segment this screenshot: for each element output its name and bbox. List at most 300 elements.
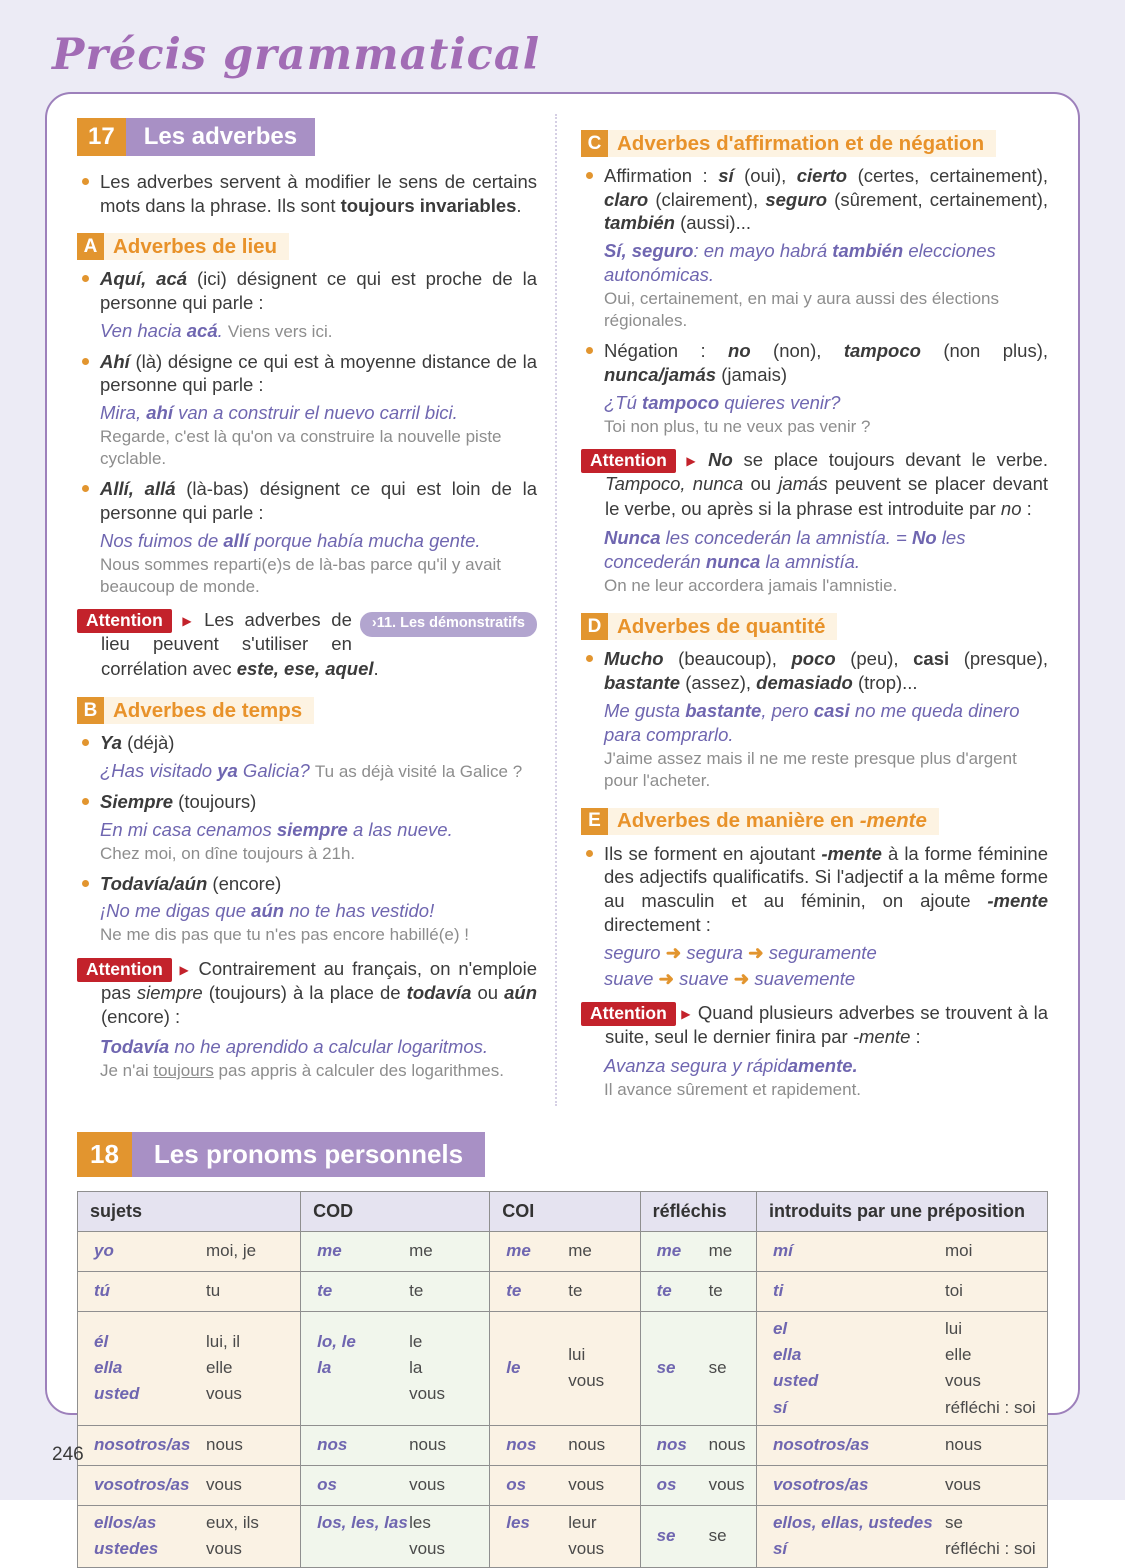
spanish-pronouns [317, 1238, 409, 1264]
table-body [78, 1231, 1048, 1567]
example-line [604, 391, 1048, 415]
text-segment: Les adverbes servent à modifier le sens de certains mots dans la phrase. Ils sont [100, 171, 537, 216]
text-segment: Sí, seguro [604, 240, 694, 262]
text-segment: ou [743, 473, 779, 495]
text-segment: tampoco [642, 391, 720, 413]
pronoun-table [77, 1191, 1048, 1568]
french-pronouns [206, 1510, 259, 1563]
french-pronoun-line: lui [944, 1318, 962, 1338]
pronoun-cell-content [506, 1510, 629, 1563]
french-pronouns [409, 1329, 445, 1408]
french-pronoun-line: nous [708, 1435, 746, 1455]
spanish-pronouns [657, 1238, 709, 1264]
spanish-pronouns [657, 1432, 709, 1458]
text-segment: J'aime assez mais il ne me reste presque plus d'argent pour l'acheter. [604, 748, 1017, 790]
spanish-pronouns [773, 1510, 945, 1563]
spanish-pronoun-line [317, 1536, 409, 1562]
pronoun-cell-content [506, 1342, 629, 1395]
bullet-item [77, 170, 537, 217]
bullet-icon [82, 358, 89, 365]
attention-note [581, 448, 1048, 521]
bullet-item [581, 164, 1048, 235]
french-pronoun-line: moi, je [206, 1240, 257, 1260]
subsection-letter-badge: C [581, 130, 608, 157]
text-segment: ➜ [748, 941, 764, 963]
spanish-pronouns [773, 1432, 945, 1458]
bullet-icon [82, 880, 89, 887]
spanish-pronoun-line: sí [772, 1539, 788, 1559]
bullet-item [581, 842, 1048, 937]
spanish-pronouns [94, 1432, 206, 1458]
text-segment: Il avance sûrement et rapidement. [604, 1080, 862, 1100]
text-segment: Toi non plus, tu ne veux pas venir ? [604, 416, 871, 436]
spanish-pronoun-line: te [656, 1280, 672, 1300]
spanish-pronouns [317, 1329, 409, 1408]
text-segment: amente. [787, 1055, 858, 1077]
spanish-pronouns [317, 1510, 409, 1563]
french-pronoun-line: le [409, 1331, 423, 1351]
text-segment: la amnistía. [760, 551, 861, 573]
example-line [604, 967, 1048, 991]
pronoun-cell-content [317, 1238, 479, 1264]
spanish-pronoun-line: el [772, 1318, 788, 1338]
bullet-item [77, 477, 537, 524]
text-segment: no te has vestido! [284, 900, 435, 922]
text-segment: directement : [604, 913, 711, 935]
subsection-header-strip [581, 613, 837, 640]
spanish-pronoun-line [506, 1536, 568, 1562]
text-segment: . [516, 194, 522, 216]
subsection-header [77, 697, 537, 724]
subsection-header [581, 130, 1048, 157]
text-segment: Chez moi, on dîne toujours à 21h. [100, 843, 356, 863]
text-segment: siempre [136, 981, 203, 1003]
text-segment: este, ese, aquel [236, 657, 374, 679]
text-segment: no me queda dinero para comprarlo. [604, 699, 1020, 745]
spanish-pronoun-line: vosotros/as [772, 1475, 869, 1495]
text-segment: sí [718, 165, 734, 186]
table-row [78, 1505, 1048, 1567]
text-segment: ➜ [665, 941, 682, 963]
text-segment: Me gusta [604, 699, 686, 721]
text-segment: , pero [761, 699, 814, 721]
subsection-letter-badge: A [77, 233, 104, 260]
text-segment: les concederán la amnistía. = [660, 527, 912, 548]
text-segment: (encore) [207, 872, 282, 894]
french-pronouns [409, 1238, 433, 1264]
attention-arrow-icon: ▶ [176, 962, 192, 977]
section-number-badge: 18 [77, 1132, 132, 1177]
pronoun-cell [301, 1271, 490, 1311]
table-row [78, 1311, 1048, 1425]
bullet-item [77, 267, 537, 314]
attention-arrow-icon: ▶ [680, 453, 702, 468]
pronoun-cell-content [773, 1472, 1037, 1498]
spanish-pronoun-line: ella [94, 1358, 123, 1378]
text-segment: (aussi)... [674, 212, 752, 234]
pronoun-cell-content [317, 1278, 479, 1304]
text-segment: Ahí [100, 350, 130, 372]
pronoun-cell-content [94, 1510, 290, 1563]
spanish-pronouns [317, 1432, 409, 1458]
french-pronouns [709, 1523, 727, 1549]
text-segment: aún [504, 981, 538, 1003]
pronoun-cell [756, 1505, 1047, 1567]
text-segment: On ne leur accordera jamais l'amnistie. [604, 576, 898, 596]
text-segment: ou [471, 981, 505, 1003]
text-segment: casi [913, 648, 950, 670]
text-segment: Ils se forment en ajoutant [604, 842, 822, 864]
text-segment: nunca/jamás [604, 363, 717, 385]
attention-label: Attention [581, 449, 676, 473]
pronoun-cell-content [94, 1329, 290, 1408]
pronoun-cell-content [773, 1432, 1037, 1458]
french-pronoun-line: vous [568, 1371, 605, 1391]
spanish-pronoun-line [317, 1381, 409, 1407]
text-segment: aún [251, 900, 285, 922]
text-segment: seguro [604, 941, 666, 963]
pronoun-cell-content [506, 1432, 629, 1458]
spanish-pronoun-line: te [317, 1280, 333, 1300]
text-segment: Nos fuimos de [100, 529, 224, 551]
attention-arrow-icon: ▶ [176, 613, 198, 628]
subsection-title [113, 699, 302, 723]
bullet-icon [82, 178, 89, 185]
text-segment: Nous sommes reparti(e)s de là-bas parce qu'il y avait beaucoup de monde. [100, 554, 502, 596]
pronoun-cell [640, 1505, 756, 1567]
text-segment: (oui), [733, 165, 797, 186]
spanish-pronoun-line: nosotros/as [772, 1435, 870, 1455]
french-pronoun-line: se [944, 1513, 963, 1533]
translation-line [100, 426, 537, 470]
table-row [78, 1231, 1048, 1271]
text-segment: (toujours) à la place de [202, 981, 407, 1003]
pronoun-cell [301, 1465, 490, 1505]
french-pronouns [945, 1238, 972, 1264]
example-line [100, 759, 537, 783]
spanish-pronoun-line: te [506, 1280, 522, 1300]
section-title: Les pronoms personnels [132, 1132, 485, 1177]
translation-line [100, 554, 537, 598]
subsection-title [113, 235, 277, 259]
subsection-title [617, 132, 984, 156]
section-number-badge: 17 [77, 118, 126, 156]
text-segment: . [217, 319, 228, 341]
french-pronoun-line: me [568, 1240, 592, 1260]
spanish-pronouns [773, 1278, 945, 1304]
pronoun-cell-content [657, 1432, 746, 1458]
pronoun-cell [640, 1271, 756, 1311]
example-line [604, 239, 1048, 287]
spanish-pronoun-line: tú [94, 1280, 111, 1300]
french-pronouns [945, 1472, 981, 1498]
pronoun-cell [490, 1425, 640, 1465]
text-segment: . [373, 657, 379, 679]
text-segment: peuvent se placer devant le verbe, ou après si la phrase est introduite par [605, 473, 1048, 519]
french-pronouns [709, 1472, 745, 1498]
spanish-pronouns [94, 1329, 206, 1408]
example-line [100, 529, 537, 553]
french-pronouns [709, 1355, 727, 1381]
pronoun-cell [490, 1505, 640, 1567]
example-line [100, 1035, 537, 1059]
french-pronoun-line: nous [409, 1435, 446, 1455]
text-segment: (presque), [949, 648, 1049, 670]
translation-line [604, 748, 1048, 792]
pronoun-cell-content [773, 1316, 1037, 1421]
text-segment: suave [604, 967, 659, 989]
spanish-pronoun-line: usted [94, 1384, 140, 1404]
spanish-pronoun-line: nos [656, 1435, 687, 1455]
attention-note [77, 608, 537, 681]
text-segment: claro [604, 188, 649, 210]
french-pronoun-line: vous [206, 1384, 242, 1404]
pronoun-cell [301, 1505, 490, 1567]
text-segment: seguro [765, 188, 828, 210]
french-pronouns [206, 1238, 256, 1264]
subsection-header-strip [77, 233, 289, 260]
example-line [100, 818, 537, 842]
spanish-pronouns [657, 1523, 709, 1549]
french-pronouns [568, 1472, 604, 1498]
french-pronouns [568, 1510, 604, 1563]
french-pronoun-line: te [708, 1280, 723, 1300]
french-pronoun-line: vous [944, 1475, 981, 1495]
text-segment: Adverbes de lieu [113, 234, 278, 258]
text-segment: -mente [821, 842, 882, 864]
pronoun-cell-content [94, 1432, 290, 1458]
text-segment: quieres venir? [719, 391, 841, 413]
french-pronoun-line: se [708, 1358, 727, 1378]
french-pronoun-line: nous [206, 1435, 243, 1455]
page-number: 246 [52, 1444, 84, 1465]
attention-label: Attention [77, 958, 172, 982]
pronoun-cell-content [657, 1238, 746, 1264]
attention-note [77, 957, 537, 1030]
spanish-pronouns [506, 1432, 568, 1458]
french-pronouns [568, 1342, 604, 1395]
french-pronouns [709, 1278, 723, 1304]
spanish-pronouns [317, 1278, 409, 1304]
french-pronouns [409, 1510, 445, 1563]
french-pronoun-line: tu [206, 1280, 221, 1300]
text-segment: seguramente [763, 941, 877, 963]
text-segment: Tu as déjà visité la Galice ? [314, 761, 523, 781]
pronoun-cell [301, 1231, 490, 1271]
pronoun-cell [78, 1465, 301, 1505]
bullet-icon [586, 172, 593, 179]
text-segment: poco [791, 648, 836, 670]
spanish-pronoun-line: me [656, 1240, 682, 1260]
french-pronoun-line: lui [568, 1344, 586, 1364]
text-segment: no he aprendido a calcular logaritmos. [169, 1035, 489, 1057]
pronoun-cell-content [94, 1472, 290, 1498]
spanish-pronoun-line: usted [772, 1371, 819, 1391]
spanish-pronouns [773, 1472, 945, 1498]
subsection-header [581, 613, 1048, 640]
text-segment: Regarde, c'est là qu'on va construire la nouvelle piste cyclable. [100, 427, 502, 469]
table-row [78, 1271, 1048, 1311]
french-pronouns [409, 1432, 446, 1458]
text-segment: segura [681, 941, 749, 963]
right-column [555, 114, 1048, 1106]
spanish-pronoun-line: se [656, 1526, 676, 1546]
column-header: réfléchis [640, 1191, 756, 1231]
french-pronoun-line: me [708, 1240, 733, 1260]
bullet-icon [82, 739, 89, 746]
french-pronoun-line: vous [568, 1539, 605, 1559]
text-segment: (sûrement, certainement), [827, 188, 1048, 210]
pronoun-cell [756, 1465, 1047, 1505]
text-segment: Les adverbes de lieu peuvent s'utiliser en corrélation avec [101, 608, 352, 679]
spanish-pronoun-line: ti [772, 1280, 784, 1300]
spanish-pronoun-line: os [506, 1475, 527, 1495]
section-header-18 [77, 1132, 1048, 1177]
example-line [100, 899, 537, 923]
text-segment: : en mayo habrá [693, 240, 833, 262]
text-segment: cierto [796, 165, 848, 186]
french-pronoun-line: vous [409, 1539, 446, 1559]
text-segment: pas appris à calculer des logarithmes. [213, 1060, 504, 1080]
text-segment: toujours invariables [340, 194, 517, 216]
text-segment: Viens vers ici. [227, 321, 333, 341]
text-segment: se place toujours devant le verbe. [732, 448, 1048, 470]
spanish-pronoun-line: me [506, 1240, 531, 1260]
bullet-icon [586, 655, 593, 662]
french-pronoun-line: vous [944, 1371, 981, 1391]
example-line [604, 526, 1048, 574]
text-segment: jamás [778, 473, 828, 495]
text-segment: à la forme féminine des adjectifs qualificatifs. Si l'adjectif a la même forme au masculin et au féminin, on ajoute [604, 842, 1048, 912]
pronoun-cell [490, 1271, 640, 1311]
text-segment: (certes, certainement), [847, 165, 1048, 186]
text-segment: toujours [153, 1060, 214, 1080]
text-segment: (peu), [835, 648, 914, 670]
text-segment: : [1021, 497, 1032, 519]
pronoun-cell [490, 1231, 640, 1271]
french-pronoun-line: leur [568, 1513, 597, 1533]
left-column [77, 114, 555, 1106]
spanish-pronouns [94, 1510, 206, 1563]
translation-line [604, 575, 1048, 597]
text-segment: : [910, 1026, 921, 1047]
spanish-pronoun-line: se [656, 1358, 676, 1378]
text-segment: Siempre [100, 790, 174, 812]
text-segment: nunca [705, 551, 761, 573]
text-segment: Adverbes de temps [113, 698, 303, 722]
french-pronoun-line: vous [206, 1539, 242, 1559]
spanish-pronoun-line: os [317, 1475, 337, 1495]
spanish-pronouns [506, 1472, 568, 1498]
spanish-pronouns [94, 1278, 206, 1304]
text-segment: no [728, 340, 751, 362]
text-segment: bastante [685, 699, 762, 721]
text-segment: Je n'ai [100, 1060, 154, 1080]
spanish-pronoun-line: me [317, 1240, 342, 1260]
text-segment: (non plus), [920, 340, 1049, 362]
bullet-item [581, 647, 1048, 694]
text-segment: En mi casa cenamos [100, 818, 277, 840]
text-segment: ➜ [658, 967, 675, 989]
spanish-pronouns [506, 1238, 568, 1264]
spanish-pronoun-line: le [506, 1358, 521, 1378]
text-segment: suave [674, 967, 734, 989]
text-segment: No [708, 448, 733, 470]
attention-label: Attention [581, 1002, 676, 1026]
bullet-item [581, 339, 1048, 386]
subsection-title [617, 809, 927, 833]
bullet-item [77, 731, 537, 755]
translation-line [100, 924, 537, 946]
spanish-pronoun-line: os [656, 1475, 677, 1495]
pronoun-cell-content [657, 1278, 746, 1304]
pronoun-cell-content [773, 1278, 1037, 1304]
pronoun-cell [640, 1465, 756, 1505]
french-pronoun-line: te [568, 1280, 583, 1300]
french-pronoun-line: lui, il [206, 1331, 241, 1351]
spanish-pronoun-line: lo, le [317, 1331, 356, 1351]
french-pronoun-line: elle [944, 1344, 972, 1364]
table-row [78, 1465, 1048, 1505]
text-segment: Allí, allá [100, 478, 176, 500]
section-title: Les adverbes [126, 118, 315, 156]
spanish-pronoun-line: sí [772, 1397, 788, 1417]
french-pronoun-line: nous [944, 1435, 982, 1455]
french-pronoun-line: vous [708, 1475, 745, 1495]
pronoun-cell-content [657, 1472, 746, 1498]
pronoun-cell [756, 1271, 1047, 1311]
text-segment: ahí [146, 402, 173, 424]
text-segment: (jamais) [716, 363, 787, 385]
pronoun-cell [640, 1231, 756, 1271]
text-segment: ¡No me digas que [100, 900, 252, 922]
text-segment: Mira, [100, 402, 147, 424]
spanish-pronoun-line: mí [772, 1240, 793, 1260]
pronoun-cell [756, 1425, 1047, 1465]
attention-label: Attention [77, 609, 172, 633]
text-segment: Ven hacia [100, 319, 187, 341]
pronoun-cell-content [657, 1523, 746, 1549]
pronoun-cell-content [317, 1510, 479, 1563]
french-pronoun-line: elle [206, 1358, 233, 1378]
french-pronouns [206, 1432, 243, 1458]
french-pronoun-line: la [409, 1358, 423, 1378]
text-segment: Nunca [604, 527, 661, 548]
text-segment: (déjà) [121, 732, 175, 754]
french-pronouns [206, 1472, 242, 1498]
text-segment: también [832, 240, 904, 262]
pronoun-cell [78, 1271, 301, 1311]
text-segment: (là) désigne ce qui est à moyenne distance de la personne qui parle : [100, 350, 537, 396]
french-pronouns [409, 1472, 445, 1498]
french-pronoun-line: eux, ils [206, 1513, 259, 1533]
spanish-pronouns [94, 1238, 206, 1264]
text-segment: allí [223, 529, 250, 551]
text-segment: siempre [276, 818, 348, 840]
pronoun-cell-content [94, 1238, 290, 1264]
pronoun-cell [640, 1311, 756, 1425]
text-segment: Adverbes de manière en [617, 809, 860, 833]
text-segment: -mente [987, 890, 1048, 912]
translation-line [604, 1079, 1048, 1101]
text-segment: a las nueve. [347, 818, 453, 840]
french-pronoun-line: vous [568, 1475, 605, 1495]
table-row [78, 1425, 1048, 1465]
text-segment: (ici) désignent ce qui est proche de la personne qui parle : [100, 268, 537, 314]
french-pronouns [206, 1329, 242, 1408]
example-line [100, 401, 537, 425]
text-segment: (beaucoup), [663, 648, 792, 670]
